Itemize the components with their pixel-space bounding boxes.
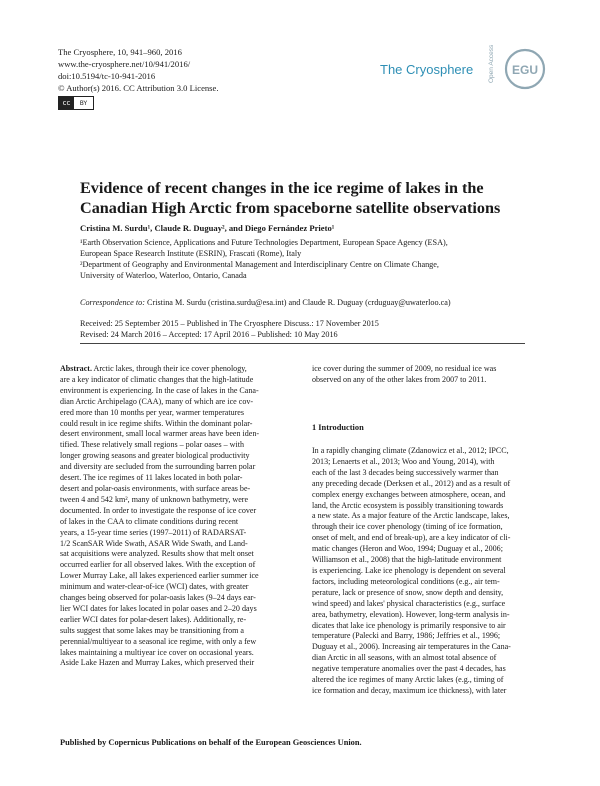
- revised-line: Revised: 24 March 2016 – Accepted: 17 April 2016 – Published: 10 May 2016: [80, 330, 338, 339]
- intro-line: matic changes (Heron and Woo, 1994; Duguay et al., 2006;: [312, 544, 503, 554]
- intro-line: onset of melt, and end of break-up), are a key indicator of cli-: [312, 533, 511, 543]
- authors: Cristina M. Surdu¹, Claude R. Duguay², and Diego Fernández Prieto¹: [80, 223, 335, 233]
- abstract-line: desert and polar-oasis environments, with surface areas be-: [60, 483, 251, 493]
- header-divider: [80, 343, 525, 344]
- received-line: Received: 25 September 2015 – Published in The Cryosphere Discuss.: 17 November 2015: [80, 319, 379, 328]
- intro-line: each of the last 3 decades being successively warmer than: [312, 467, 499, 477]
- intro-line: Williamson et al., 2008) that the high-latitude environment: [312, 555, 502, 565]
- intro-line: temperature (Palecki and Barry, 1986; Jeffries et al., 1996;: [312, 631, 501, 641]
- correspondence-text: Cristina M. Surdu (cristina.surdu@esa.int) and Claude R. Duguay (crduguay@uwaterloo.ca): [147, 298, 451, 307]
- abstract-line: lakes maintaining a multiyear ice cover on occasional years.: [60, 647, 254, 657]
- by-icon: BY: [79, 99, 88, 107]
- abstract-line: lier WCI dates for lakes located in polar oases and 2–20 days: [60, 603, 257, 613]
- intro-line: negative temperature anomalies over the past 4 decades, has: [312, 664, 506, 674]
- abstract-line: Aside Lake Hazen and Murray Lakes, which preserved their: [60, 658, 255, 668]
- intro-line: is experiencing. Lake ice phenology is dependent on several: [312, 565, 506, 575]
- intro-line: altered the ice regimes of many Arctic lakes (e.g., timing of: [312, 675, 504, 685]
- cc-license-badge[interactable]: [58, 96, 94, 110]
- affiliation-line: European Space Research Institute (ESRIN), Frascati (Rome), Italy: [80, 249, 302, 258]
- intro-line: ice formation and decay, maximum ice thickness), with later: [312, 685, 507, 695]
- citation-block: [58, 46, 219, 94]
- abstract-line: tween 4 and 542 km², many of unknown bathymetry, were: [60, 494, 249, 504]
- abstract-line: dian Arctic Archipelago (CAA), many of which are ice cov-: [60, 396, 254, 406]
- abstract-line: could result in ice regime shifts. Within the dominant polar-: [60, 418, 253, 428]
- license-text: © Author(s) 2016. CC Attribution 3.0 License.: [58, 83, 219, 93]
- intro-line: land, the Arctic ecosystem is possibly transitioning towards: [312, 500, 504, 510]
- abstract-line: are a key indicator of climatic changes that the high-latitude: [60, 374, 254, 384]
- abstract-continued: [312, 364, 542, 386]
- abstract-line: Lower Murray Lake, all lakes experienced earlier summer ice: [60, 571, 259, 581]
- affiliation-line: ²Department of Geography and Environmental Management and Interdisciplinary Centre on Climate Change,: [80, 260, 439, 269]
- doi[interactable]: doi:10.5194/tc-10-941-2016: [58, 71, 156, 81]
- abstract-line: ered more than 10 months per year, warmer temperatures: [60, 407, 245, 417]
- egu-logo-text: EGU: [511, 63, 539, 77]
- open-access-label: Open Access: [488, 44, 495, 84]
- intro-line: wind speed) and lakes' physical characteristics (e.g., surface: [312, 598, 506, 608]
- paper-title: [80, 178, 540, 218]
- title-line: Canadian High Arctic from spaceborne satellite observations: [80, 199, 501, 217]
- abstract-line: 1/2 ScanSAR Wide Swath, ASAR Wide Swath, and Land-: [60, 538, 248, 548]
- journal-name: The Cryosphere: [380, 62, 474, 77]
- abstract-line: desert environment, small local warmer areas have been iden-: [60, 429, 260, 439]
- intro-line: dicates that lake ice phenology is primarily responsive to air: [312, 620, 506, 630]
- intro-line: area, bathymetry, elevation). However, long-term analysis in-: [312, 609, 510, 619]
- intro-line: factors, including meteorological conditions (e.g., air tem-: [312, 576, 500, 586]
- affiliation-line: University of Waterloo, Waterloo, Ontario, Canada: [80, 271, 247, 280]
- abstract-line: years, a 15-year time series (1997–2011) of RADARSAT-: [60, 527, 247, 537]
- introduction-text: [312, 446, 542, 697]
- abstract-line: desert. The ice regimes of 11 lakes located in both polar-: [60, 473, 243, 483]
- intro-line: Duguay et al., 2006). Increasing air temperatures in the Cana-: [312, 642, 511, 652]
- abstract-column: [60, 364, 284, 669]
- intro-line: through their ice cover phenology (timing of ice formation,: [312, 522, 503, 532]
- abstract-line: minimum and water-clear-of-ice (WCI) dates, with greater: [60, 582, 249, 592]
- intro-line: perature, lack or presence of snow, snow depth and density,: [312, 587, 504, 597]
- abstract-line: changes being observed for polar-oasis lakes (9–24 days ear-: [60, 593, 256, 603]
- abstract-line: perennial/multiyear to a seasonal ice regime, with only a few: [60, 636, 257, 646]
- abstract-line: earlier WCI dates for polar-desert lakes). Additionally, re-: [60, 614, 247, 624]
- intro-line: 2013; Lenaerts et al., 2013; Woo and Young, 2014), with: [312, 456, 495, 466]
- intro-line: In a rapidly changing climate (Zdanowicz et al., 2012; IPCC,: [312, 446, 509, 455]
- abstract-first-line: Abstract. Arctic lakes, through their ice cover phenology,: [60, 364, 247, 373]
- intro-line: complex energy exchanges between atmosphere, ocean, and: [312, 489, 506, 499]
- citation: The Cryosphere, 10, 941–960, 2016: [58, 47, 182, 57]
- journal-url[interactable]: www.the-cryosphere.net/10/941/2016/: [58, 59, 191, 69]
- intro-line: a new state. As a major feature of the Arctic landscape, lakes,: [312, 511, 510, 521]
- publisher-footer: Published by Copernicus Publications on behalf of the European Geosciences Union.: [60, 738, 362, 747]
- intro-line: dian Arctic in all seasons, with an almost total absence of: [312, 653, 497, 663]
- section-heading-introduction: 1 Introduction: [312, 423, 364, 432]
- correspondence-label: Correspondence to:: [80, 298, 145, 307]
- abstract-line: observed on any of the other lakes from 2007 to 2011.: [312, 374, 487, 384]
- abstract-line: of lakes in the CAA to climate conditions during recent: [60, 516, 239, 526]
- abstract-line: environment is experiencing. In the case of lakes in the Cana-: [60, 385, 259, 395]
- affiliations: [80, 237, 448, 281]
- abstract-line: occurred earlier for all observed lakes. With the exception of: [60, 560, 256, 570]
- abstract-line: documented. In order to investigate the response of ice cover: [60, 505, 257, 515]
- intro-line: any preceding decade (Derksen et al., 2012) and as a result of: [312, 478, 511, 488]
- abstract-line: tified. These relatively small regions – polar oases – with: [60, 440, 244, 450]
- publication-dates: [80, 318, 379, 340]
- correspondence: [80, 298, 451, 307]
- affiliation-line: ¹Earth Observation Science, Applications and Future Technologies Department, European Space Agency (ESA),: [80, 238, 448, 247]
- abstract-line: and diversity are secluded from the surrounding barren polar: [60, 462, 256, 472]
- abstract-label: Abstract.: [60, 364, 92, 373]
- title-line: Evidence of recent changes in the ice regime of lakes in the: [80, 179, 484, 197]
- abstract-line: sults suggest that some lakes may be transitioning from a: [60, 625, 244, 635]
- cc-icon: cc: [59, 97, 74, 109]
- abstract-line: longer growing seasons and greater biological productivity: [60, 451, 250, 461]
- egu-logo-icon: [504, 48, 546, 90]
- abstract-line: sat acquisitions were analyzed. Results show that melt onset: [60, 549, 254, 559]
- abstract-line: ice cover during the summer of 2009, no residual ice was: [312, 364, 497, 373]
